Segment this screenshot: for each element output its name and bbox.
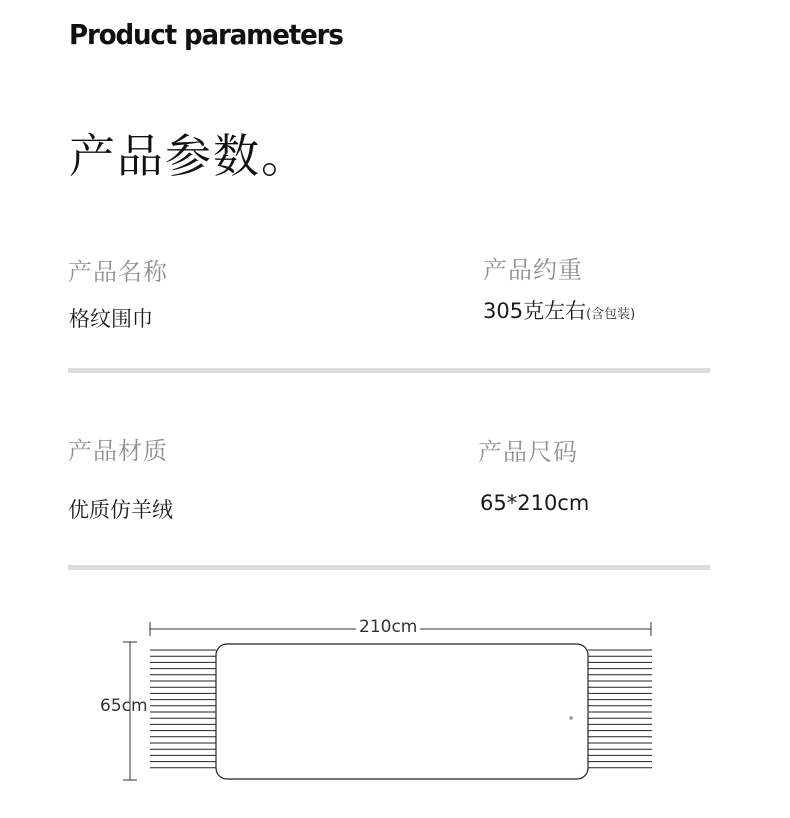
fringe-right — [588, 650, 652, 768]
fringe-left — [150, 650, 216, 768]
param-value-weight — [483, 295, 635, 325]
divider-1 — [68, 368, 710, 373]
weight-value: 305克左右 — [483, 299, 587, 323]
param-label-size: 产品尺码 — [478, 438, 578, 466]
weight-note: (含包装) — [586, 307, 636, 322]
divider-2 — [68, 565, 710, 570]
scarf-dot — [569, 716, 573, 720]
height-label: 65cm — [100, 696, 148, 716]
param-value-size: 65*210cm — [480, 491, 590, 515]
english-title: Product parameters — [69, 18, 343, 51]
param-value-material: 优质仿羊绒 — [68, 498, 173, 522]
param-label-name: 产品名称 — [68, 258, 168, 286]
width-label: 210cm — [356, 617, 420, 637]
scarf-body — [216, 644, 588, 779]
param-value-name: 格纹围巾 — [69, 307, 153, 331]
param-label-weight: 产品约重 — [483, 256, 583, 284]
chinese-title: 产品参数。 — [69, 129, 309, 183]
param-label-material: 产品材质 — [68, 437, 168, 465]
